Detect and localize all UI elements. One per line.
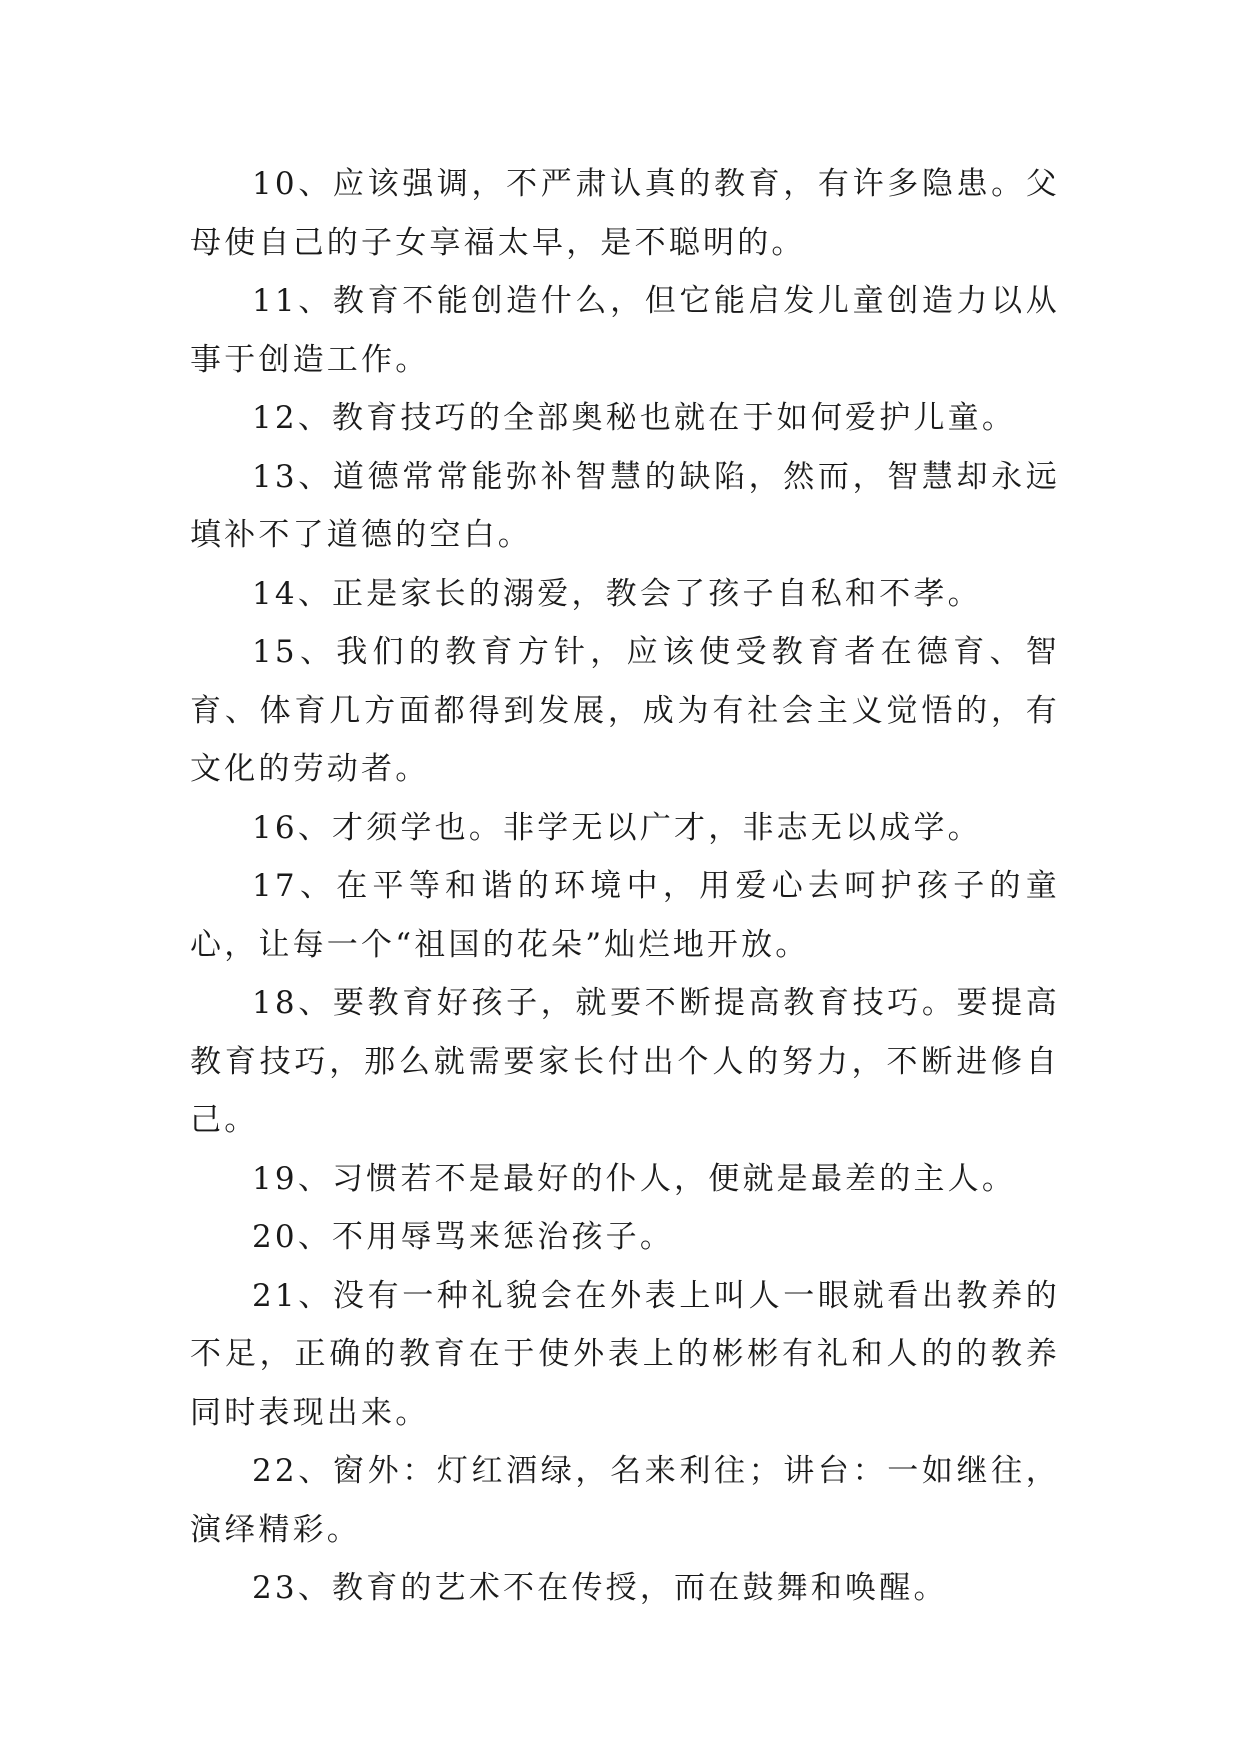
document-body <box>190 155 1060 1618</box>
quote-paragraph-10: 10、应该强调，不严肃认真的教育，有许多隐患。父母使自己的子女享福太早，是不聪明的。 <box>190 166 1060 261</box>
quote-paragraph-12: 12、教育技巧的全部奥秘也就在于如何爱护儿童。 <box>252 400 1017 436</box>
quote-paragraph-18: 18、要教育好孩子，就要不断提高教育技巧。要提高教育技巧，那么就需要家长付出个人的努力，不断进修自己。 <box>190 985 1060 1138</box>
quote-paragraph-20: 20、不用辱骂来惩治孩子。 <box>252 1219 675 1255</box>
quote-paragraph-17: 17、在平等和谐的环境中，用爱心去呵护孩子的童心，让每一个“祖国的花朵”灿烂地开放。 <box>190 868 1060 963</box>
quote-paragraph-22: 22、窗外：灯红酒绿，名来利往；讲台：一如继往，演绎精彩。 <box>190 1453 1060 1548</box>
quote-paragraph-16: 16、才须学也。非学无以广才，非志无以成学。 <box>252 809 982 846</box>
quote-paragraph-11: 11、教育不能创造什么，但它能启发儿童创造力以从事于创造工作。 <box>190 283 1060 378</box>
quote-paragraph-23: 23、教育的艺术不在传授，而在鼓舞和唤醒。 <box>252 1570 948 1606</box>
quote-paragraph-21: 21、没有一种礼貌会在外表上叫人一眼就看出教养的不足，正确的教育在于使外表上的彬彬有礼和人的的教养同时表现出来。 <box>190 1277 1060 1431</box>
quote-paragraph-13: 13、道德常常能弥补智慧的缺陷，然而，智慧却永远填补不了道德的空白。 <box>190 458 1060 553</box>
quote-paragraph-14: 14、正是家长的溺爱，教会了孩子自私和不孝。 <box>252 575 982 612</box>
quote-paragraph-15: 15、我们的教育方针，应该使受教育者在德育、智育、体育几方面都得到发展，成为有社会主义觉悟的，有文化的劳动者。 <box>190 634 1060 787</box>
quote-paragraph-19: 19、习惯若不是最好的仆人，便就是最差的主人。 <box>252 1160 1017 1197</box>
